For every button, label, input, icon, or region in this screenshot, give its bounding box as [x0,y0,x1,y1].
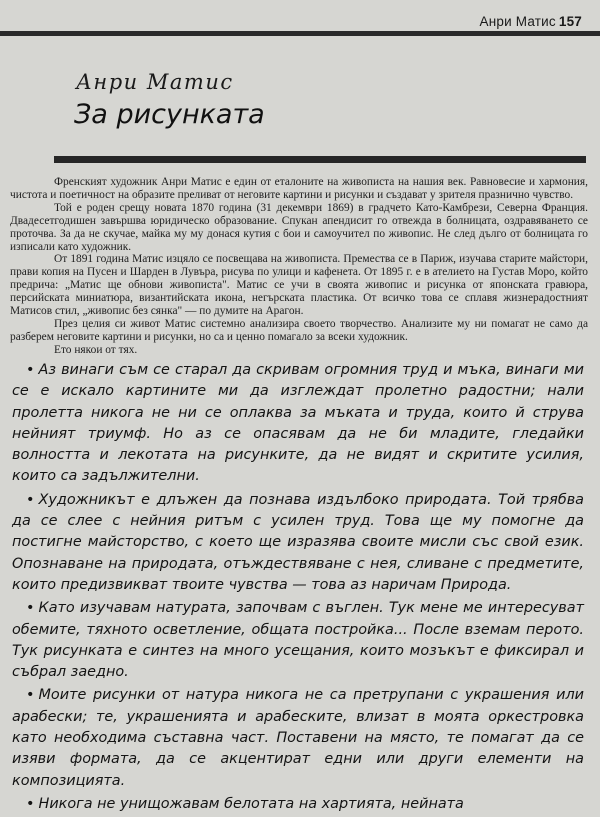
quote-paragraph [12,598,584,683]
header-author: Анри Матис [479,14,556,29]
bullet-icon: • [26,687,35,704]
quote-text: Никога не унищожавам белотата на хартията, нейната [38,795,464,812]
intro-section [10,176,588,357]
quote-paragraph [12,360,584,488]
bullet-icon: • [26,795,35,812]
bullet-icon: • [26,491,35,508]
quote-text: Художникът е длъжен да познава издълбоко природата. Той трябва да се слее с нейния ритъм с усилен труд. Това ще му помогне да постигне майсторство, с което ще изразява своите мисли със свой език. Опознаване на природата, отъждествяване с нея, сливане с предметите, които предизвикват твоите чувства — това аз наричам Природа. [12,491,584,593]
quote-paragraph [12,794,584,815]
intro-paragraph: Той е роден срещу новата 1870 година (31 декември 1869) в градчето Като-Камбрези, Северна Франция. Двадесетгодишен завършва юридическо образование. Спукан апендисит го отвежда в болницата, оздравяването се проточва. За да не скучае, майка му му донася кутия с бои и самоучител по живопис. Не след дълго от болницата го изписали като художник. [10,201,588,253]
intro-paragraph: През целия си живот Матис системно анализира своето творчество. Анализите му ни помагат не само да разберем неговите картини и рисунки, но са и ценно помагало за всеки художник. [10,317,588,343]
bullet-icon: • [26,600,35,617]
quote-paragraph [12,685,584,791]
quotes-section [12,360,584,817]
page-number: 157 [558,14,582,29]
bullet-icon: • [26,362,35,378]
intro-paragraph: От 1891 година Матис изцяло се посвещава на живописта. Премества се в Париж, изучава старите майстори, прави копия на Пусен и Шарден в Лувъра, рисува по улици и кафенета. От 1895 г. е в ателието на Густав Моро, който предрича: „Матис ще обнови живописта". Матис се учи в своята живопис и рисунка от японската гравюра, персийската миниатюра, византийската икона, негърската пластика. От всичко това се сплавя жизнерадостният Матисов стил, „живопис без сянка" — по думите на Арагон. [10,253,588,318]
header-rule [0,31,600,36]
quote-paragraph [12,490,584,596]
author-name: Анри Матис [76,70,234,94]
quote-text: Аз винаги съм се старал да скривам огромния труд и мъка, винаги ми се е искало картините ми да изглеждат пролетно радостни; нали пролетта никога не ни се оплаква за мъката и труда, които й струва нейният триумф. Но аз се опасявам да не би младите, гледайки волността и лекотата на рисунките, да не видят и скритите усилия, които са задължителни. [12,362,584,485]
intro-paragraph: Ето някои от тях. [54,343,138,356]
quote-text: Моите рисунки от натура никога не са претрупани с украшения или арабески; те, украшенията и арабеските, влизат в моята оркестровка като необходима съставна част. Поставени на място, те помагат да се изяви формата, да се акцентират едни или други елементи на композицията. [12,687,584,789]
title-rule [54,156,586,163]
quote-text: Като изучавам натурата, започвам с въглен. Тук мене ме интересуват обемите, тяхното осветление, общата постройка... После вземам перото. Тук рисунката е синтез на много усещания, които мозъкът е фиксирал и събрал заедно. [12,600,584,681]
running-header [480,14,582,29]
intro-paragraph: Френският художник Анри Матис е един от еталоните на живописта на нашия век. Равновесие и хармония, чистота и поетичност на образите преливат от неговите картини и рисунки и създават у зрителя празнично чувство. [10,176,588,201]
article-title: За рисунката [74,99,265,130]
